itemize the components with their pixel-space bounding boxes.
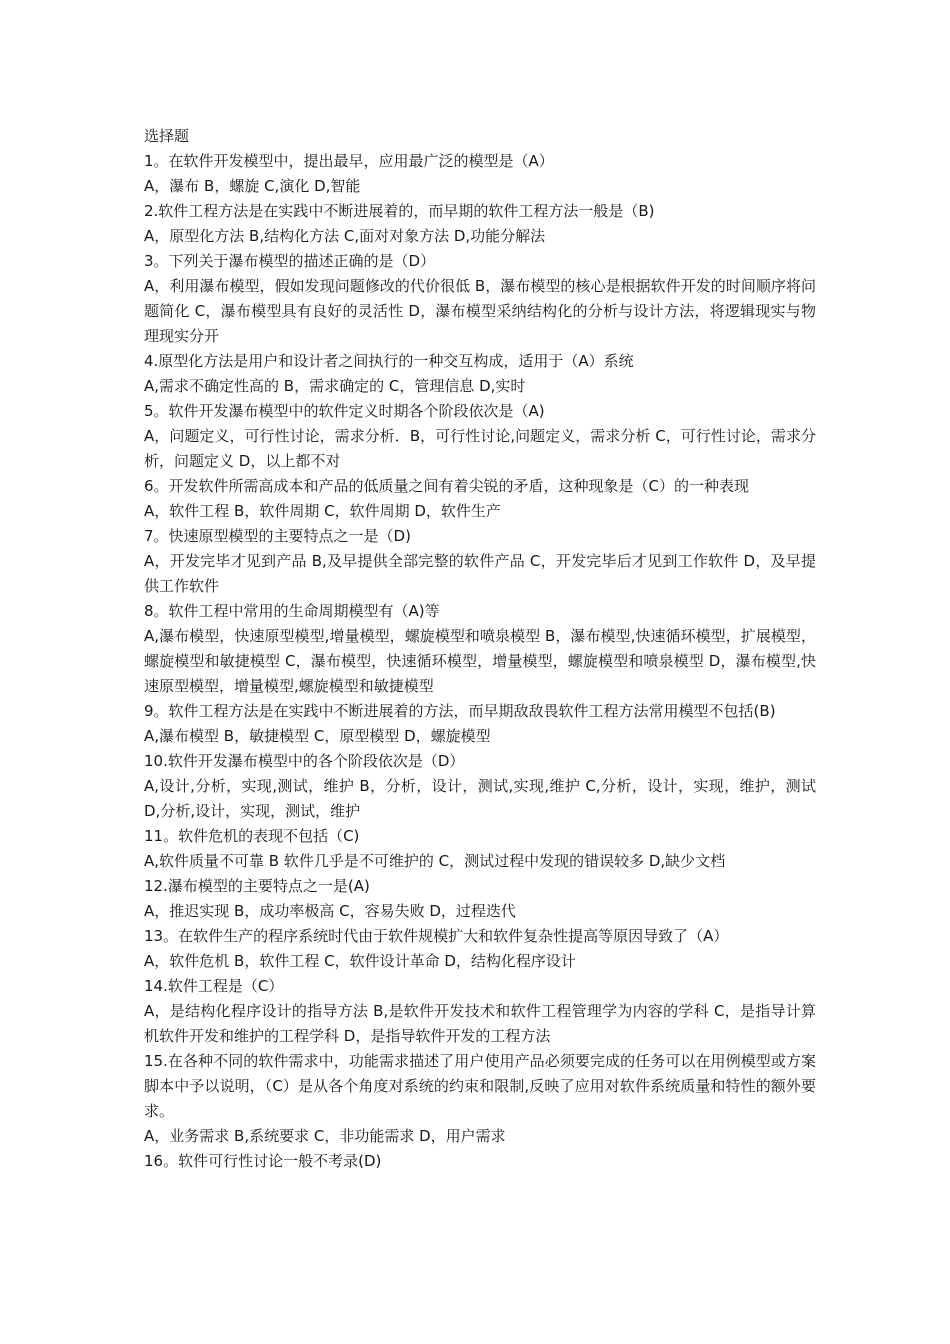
- options-3: A，利用瀑布模型，假如发现问题修改的代价很低 B，瀑布模型的核心是根据软件开发的时间顺序将问题简化 C，瀑布模型具有良好的灵活性 D，瀑布模型采纳结构化的分析与设计方法，将逻辑现实与物理现实分开: [144, 277, 816, 345]
- question-9: 9。软件工程方法是在实践中不断进展着的方法，而早期敌敌畏软件工程方法常用模型不包括(B): [144, 702, 776, 720]
- question-10: 10.软件开发瀑布模型中的各个阶段依次是（D）: [144, 752, 465, 770]
- options-11: A,软件质量不可靠 B 软件几乎是不可维护的 C，测试过程中发现的错误较多 D,缺少文档: [144, 852, 726, 870]
- question-16: 16。软件可行性讨论一般不考录(D): [144, 1152, 382, 1170]
- options-2: A，原型化方法 B,结构化方法 C,面对对象方法 D,功能分解法: [144, 227, 546, 245]
- question-15: 15.在各种不同的软件需求中，功能需求描述了用户使用产品必须要完成的任务可以在用例模型或方案脚本中予以说明，（C）是从各个角度对系统的约束和限制,反映了应用对软件系统质量和特性的额外要求。: [144, 1052, 816, 1120]
- options-13: A，软件危机 B，软件工程 C，软件设计革命 D，结构化程序设计: [144, 952, 576, 970]
- question-12: 12.瀑布模型的主要特点之一是(A): [144, 877, 370, 895]
- document-body: [144, 124, 816, 1174]
- options-6: A，软件工程 B，软件周期 C，软件周期 D，软件生产: [144, 502, 501, 520]
- options-14: A，是结构化程序设计的指导方法 B,是软件开发技术和软件工程管理学为内容的学科 C，是指导计算机软件开发和维护的工程学科 D，是指导软件开发的工程方法: [144, 1002, 816, 1045]
- question-8: 8。软件工程中常用的生命周期模型有（A)等: [144, 602, 440, 620]
- options-1: A，瀑布 B，螺旋 C,演化 D,智能: [144, 177, 361, 195]
- options-10: A,设计,分析，实现,测试，维护 B，分析，设计，测试,实现,维护 C,分析，设计，实现，维护，测试 D,分析,设计，实现，测试，维护: [144, 777, 816, 820]
- question-2: 2.软件工程方法是在实践中不断进展着的，而早期的软件工程方法一般是（B): [144, 202, 655, 220]
- question-13: 13。在软件生产的程序系统时代由于软件规模扩大和软件复杂性提高等原因导致了（A）: [144, 927, 729, 945]
- question-11: 11。软件危机的表现不包括（C): [144, 827, 360, 845]
- question-5: 5。软件开发瀑布模型中的软件定义时期各个阶段依次是（A): [144, 402, 545, 420]
- question-6: 6。开发软件所需高成本和产品的低质量之间有着尖锐的矛盾，这种现象是（C）的一种表现: [144, 477, 750, 495]
- options-4: A,需求不确定性高的 B，需求确定的 C，管理信息 D,实时: [144, 377, 526, 395]
- options-7: A，开发完毕才见到产品 B,及早提供全部完整的软件产品 C，开发完毕后才见到工作软件 D，及早提供工作软件: [144, 552, 816, 595]
- question-7: 7。快速原型模型的主要特点之一是（D): [144, 527, 411, 545]
- question-1: 1。在软件开发模型中，提出最早，应用最广泛的模型是（A）: [144, 152, 554, 170]
- question-14: 14.软件工程是（C）: [144, 977, 284, 995]
- options-5: A，问题定义，可行性讨论，需求分析．B，可行性讨论,问题定义，需求分析 C，可行性讨论，需求分析，问题定义 D，以上都不对: [144, 427, 816, 470]
- question-4: 4.原型化方法是用户和设计者之间执行的一种交互构成，适用于（A）系统: [144, 352, 634, 370]
- options-8: A,瀑布模型，快速原型模型,增量模型，螺旋模型和喷泉模型 B，瀑布模型,快速循环模型，扩展模型，螺旋模型和敏捷模型 C，瀑布模型，快速循环模型，增量模型，螺旋模型和喷泉模型 D，瀑布模型,快速原型模型，增量模型,螺旋模型和敏捷模型: [144, 627, 816, 695]
- question-3: 3。下列关于瀑布模型的描述正确的是（D）: [144, 252, 436, 270]
- options-9: A,瀑布模型 B，敏捷模型 C，原型模型 D，螺旋模型: [144, 727, 491, 745]
- options-15: A，业务需求 B,系统要求 C，非功能需求 D，用户需求: [144, 1127, 506, 1145]
- section-heading: 选择题: [144, 127, 190, 145]
- options-12: A，推迟实现 B，成功率极高 C，容易失败 D，过程迭代: [144, 902, 516, 920]
